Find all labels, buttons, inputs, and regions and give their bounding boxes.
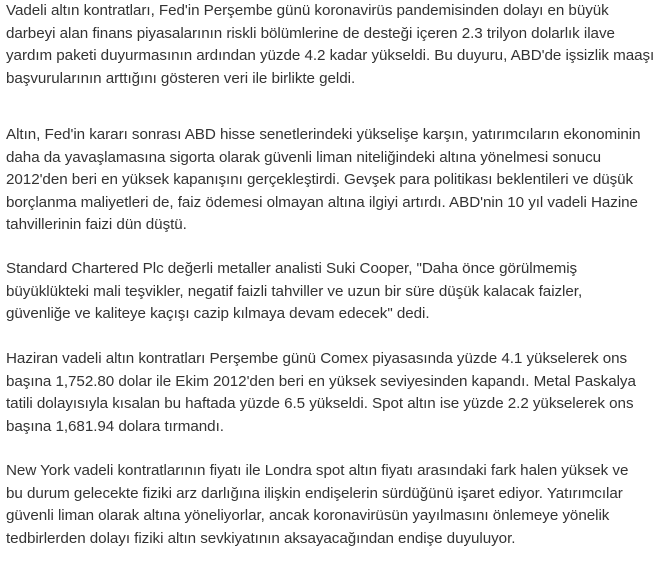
paragraph-fed-stimulus: Vadeli altın kontratları, Fed'in Perşembe günü koronavirüs pandemisinden dolayı en büyük darbeyi alan finans piyasalarının riskli bölümlerine de desteği içeren 2.3 trilyon dolarlık ilave yardım paketi duyurmasının ardından yüzde 4.2 kadar yükseldi. Bu duyuru, ABD'de işsizlik maaşı başvurularının arttığını gösteren veri ile birlikte geldi.: [6, 2, 655, 87]
paragraph-comex-prices: Haziran vadeli altın kontratları Perşembe günü Comex piyasasında yüzde 4.1 yükselerek ons başına 1,752.80 dolar ile Ekim 2012'den beri en yüksek seviyesinden kapandı. Metal Paskalya tatili dolayısıyla kısalan bu haftada yüzde 6.5 yükseldi. Spot altın ise yüzde 2.2 yükselerek ons başına 1,681.94 dolara tırmandı.: [6, 350, 636, 435]
paragraph-analyst-quote: Standard Chartered Plc değerli metaller analisti Suki Cooper, "Daha önce görülmemiş büyüklükteki mali teşvikler, negatif faizli tahviller ve uzun bir süre düşük kalacak faizler, güvenliğe ve kaliteye kaçışı cazip kılmaya devam edecek" dedi.: [6, 260, 583, 322]
paragraph-supply-concerns: New York vadeli kontratlarının fiyatı ile Londra spot altın fiyatı arasındaki fark halen yüksek ve bu durum gelecekte fiziki arz darlığına ilişkin endişelerin sürdüğünü işaret ediyor. Yatırımcılar güvenli liman olarak altına yöneliyorlar, ancak koronavirüsün yayılmasını önlemeye yönelik tedbirlerden dolayı fiziki altın sevkiyatının aksayacağından endişe duyuluyor.: [6, 462, 629, 547]
paragraph-safe-haven: Altın, Fed'in kararı sonrası ABD hisse senetlerindeki yükselişe karşın, yatırımcıların ekonominin daha da yavaşlamasına sigorta olarak güvenli liman niteliğindeki altına yönelmesi sonucu 2012'den beri en yüksek kapanışını gerçekleştirdi. Gevşek para politikası beklentileri ve düşük borçlanma maliyetleri de, faiz ödemesi olmayan altına ilgiyi artırdı. ABD'nin 10 yıl vadeli Hazine tahvillerinin faizi dün düştü.: [6, 126, 641, 233]
